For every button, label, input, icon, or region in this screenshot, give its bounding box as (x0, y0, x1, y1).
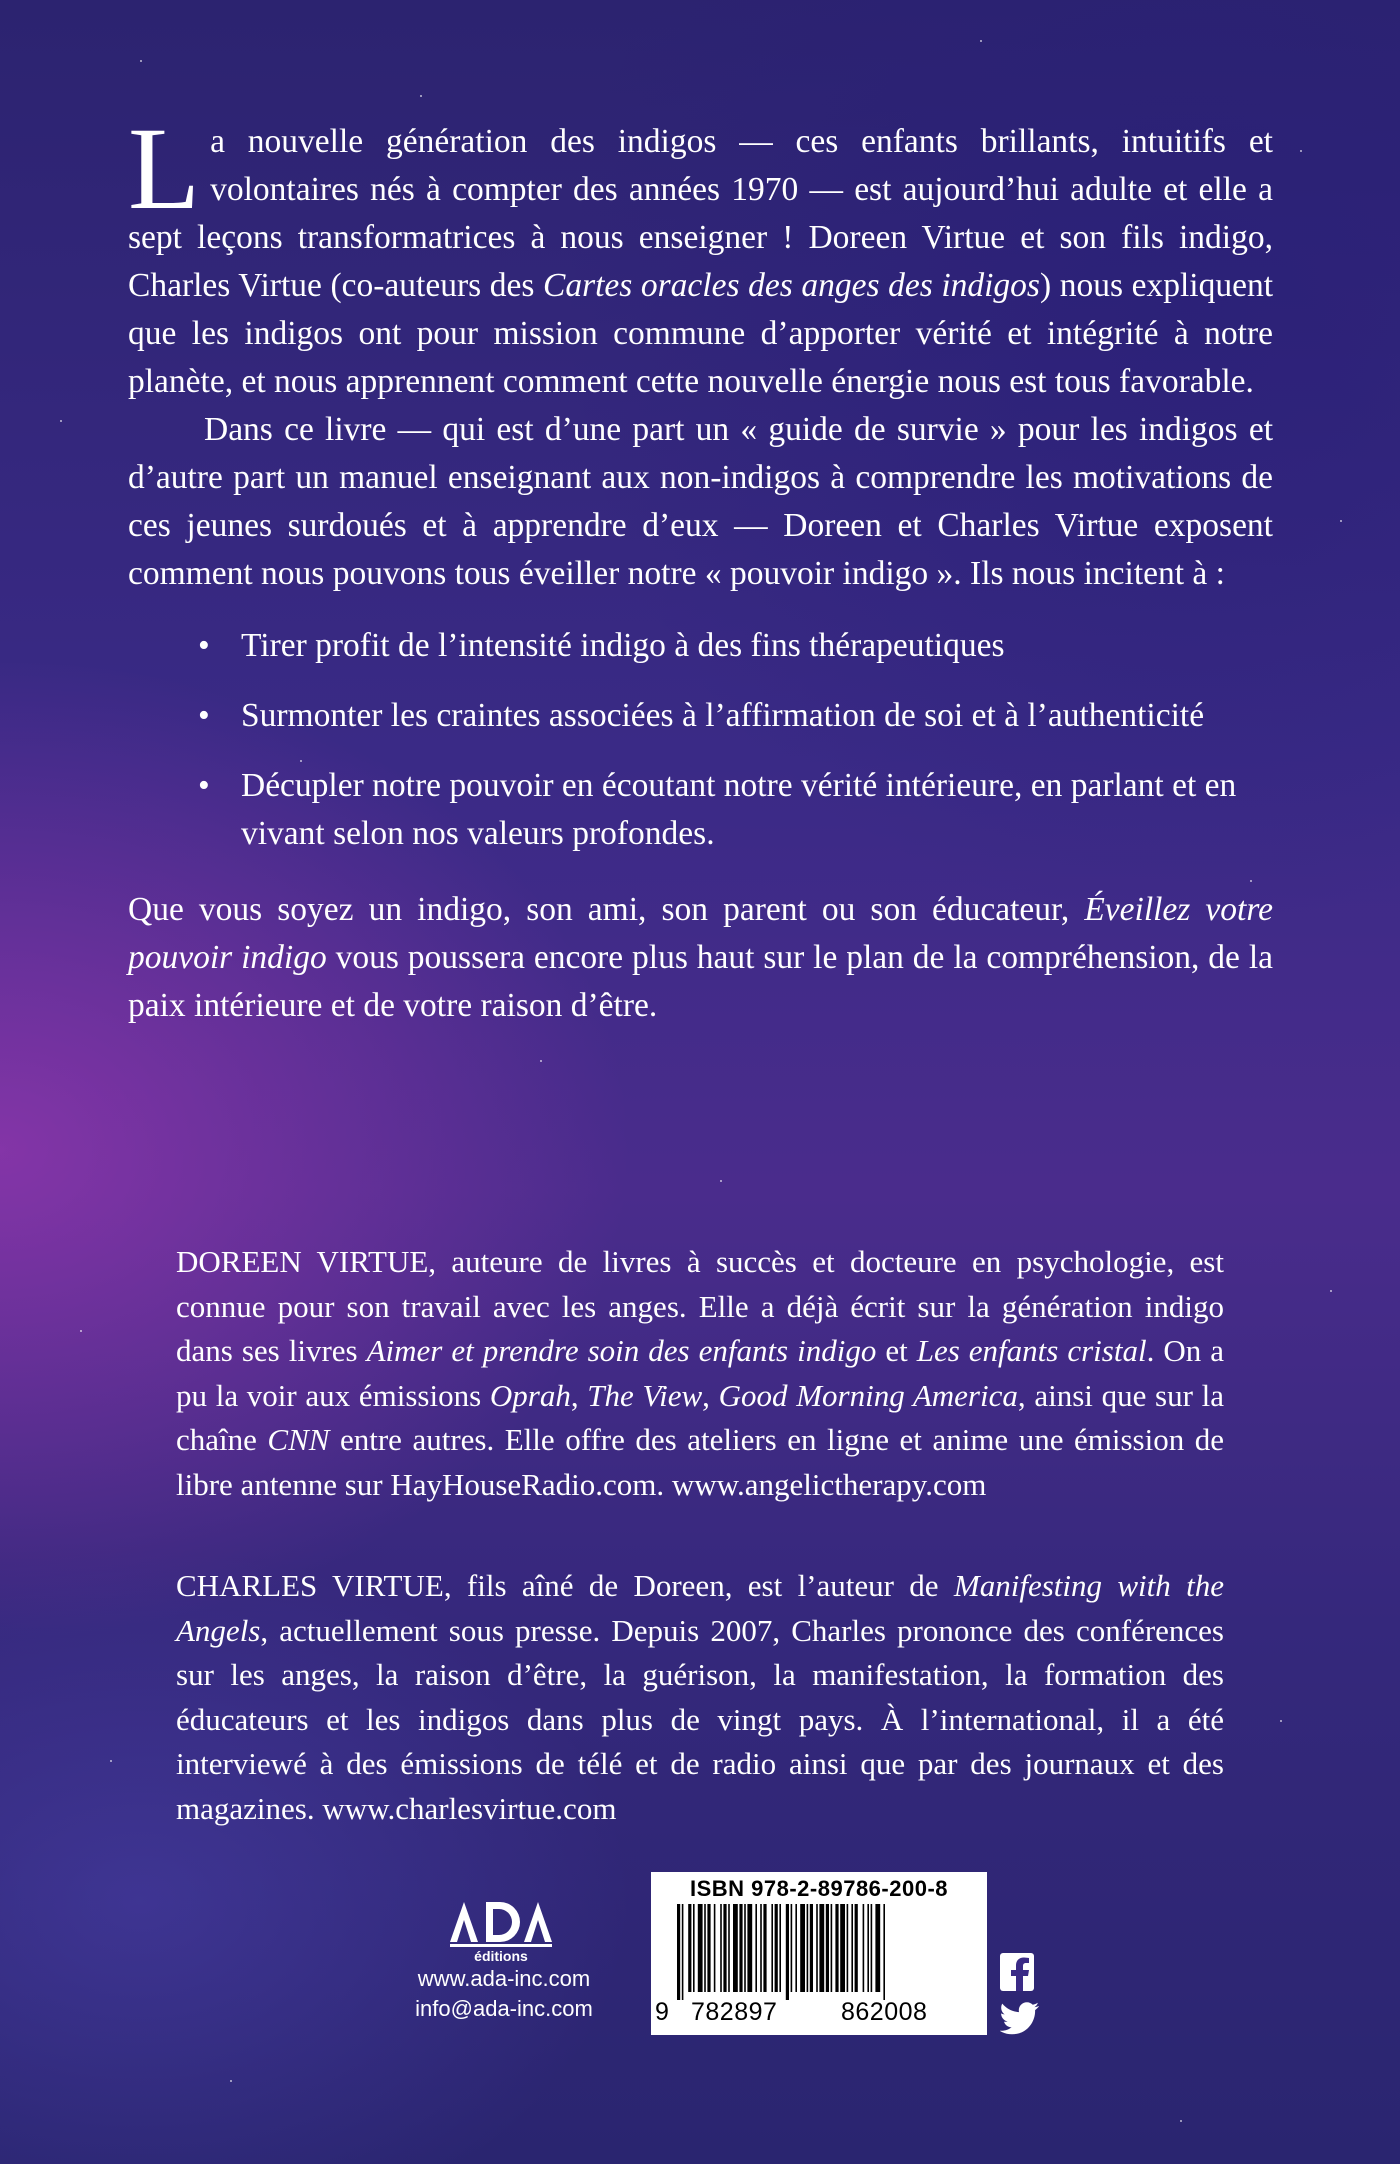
bullet-item: • Tirer profit de l’intensité indigo à des fins thérapeutiques (198, 622, 1273, 670)
bullet-list (128, 622, 1273, 858)
facebook-icon[interactable] (1000, 1953, 1034, 1991)
bio-text: CHARLES VIRTUE, fils aîné de Doreen, est l’auteur de Manifesting with the Angels, actuellement sous presse. Depuis 2007, Charles prononce des conférences sur les anges, la raison d’être, la guérison, la manifestation, la formation des éducateurs et les indigos dans plus de vingt pays. À l’international, il a été interviewé à des émissions de télé et de radio ainsi que par des journaux et des magazines. www.charlesvirtue.com (176, 1568, 1224, 1826)
svg-text:éditions: éditions (474, 1948, 528, 1964)
bio-text: DOREEN VIRTUE, auteure de livres à succès et docteure en psychologie, est connue pour son travail avec les anges. Elle a déjà écrit sur la génération indigo dans ses livres Aimer et prendre soin des enfants indigo et Les enfants cristal. On a pu la voir aux émissions Oprah, The View, Good Morning America, ainsi que sur la chaîne CNN entre autres. Elle offre des ateliers en ligne et anime une émission de libre antenne sur HayHouseRadio.com. www.angelictherapy.com (176, 1244, 1225, 1502)
twitter-icon[interactable] (1000, 2002, 1040, 2036)
publisher-block (384, 1896, 624, 2024)
isbn-barcode: ISBN 978-2-89786-200-8 9 782897 862008 (651, 1872, 987, 2035)
blurb (128, 103, 1274, 1030)
publisher-website-link[interactable]: www.ada-inc.com (417, 1966, 591, 1991)
bullet-icon: • (198, 697, 210, 734)
author-bio-charles (176, 1564, 1224, 1831)
bullet-icon: • (198, 767, 210, 804)
second-paragraph: Dans ce livre — qui est d’une part un « guide de survie » pour les indigos et d’autre part un manuel enseignant aux non-indigos à comprendre les motivations de ces jeunes surdoués et à apprendre d’eux — Doreen et Charles Virtue exposent comment nous pouvons tous éveiller notre « pouvoir indigo ». Ils nous incitent à : (128, 411, 1273, 592)
bullet-icon: • (198, 627, 210, 664)
closing-paragraph: Que vous soyez un indigo, son ami, son parent ou son éducateur, Éveillez votre pouvoir indigo vous poussera encore plus haut sur le plan de la compréhension, de la paix intérieure et de votre raison d’être. (128, 891, 1273, 1024)
author-bio-doreen (176, 1240, 1224, 1507)
intro-paragraph: La nouvelle génération des indigos — ces enfants brillants, intuitifs et volontaires nés à compter des années 1970 — est aujourd’hui adulte et elle a sept leçons transformatrices à nous enseigner ! Doreen Virtue et son fils indigo, Charles Virtue (co-auteurs des Cartes oracles des anges des indigos) nous expliquent que les indigos ont pour mission commune d’apporter vérité et intégrité à notre planète, et nous apprennent comment cette nouvelle énergie nous est tous favorable. (128, 103, 1274, 400)
isbn-label: ISBN 978-2-89786-200-8 (689, 1876, 949, 1901)
barcode-icon (663, 1904, 975, 2000)
bullet-item: • Surmonter les craintes associées à l’affirmation de soi et à l’authenticité (198, 692, 1273, 740)
bullet-item: • Décupler notre pouvoir en écoutant notre vérité intérieure, en parlant et en vivant selon nos valeurs profondes. (198, 762, 1273, 858)
ada-logo-icon (444, 1896, 564, 1964)
drop-cap: L (128, 103, 201, 234)
publisher-email-link[interactable]: info@ada-inc.com (415, 1996, 593, 2021)
